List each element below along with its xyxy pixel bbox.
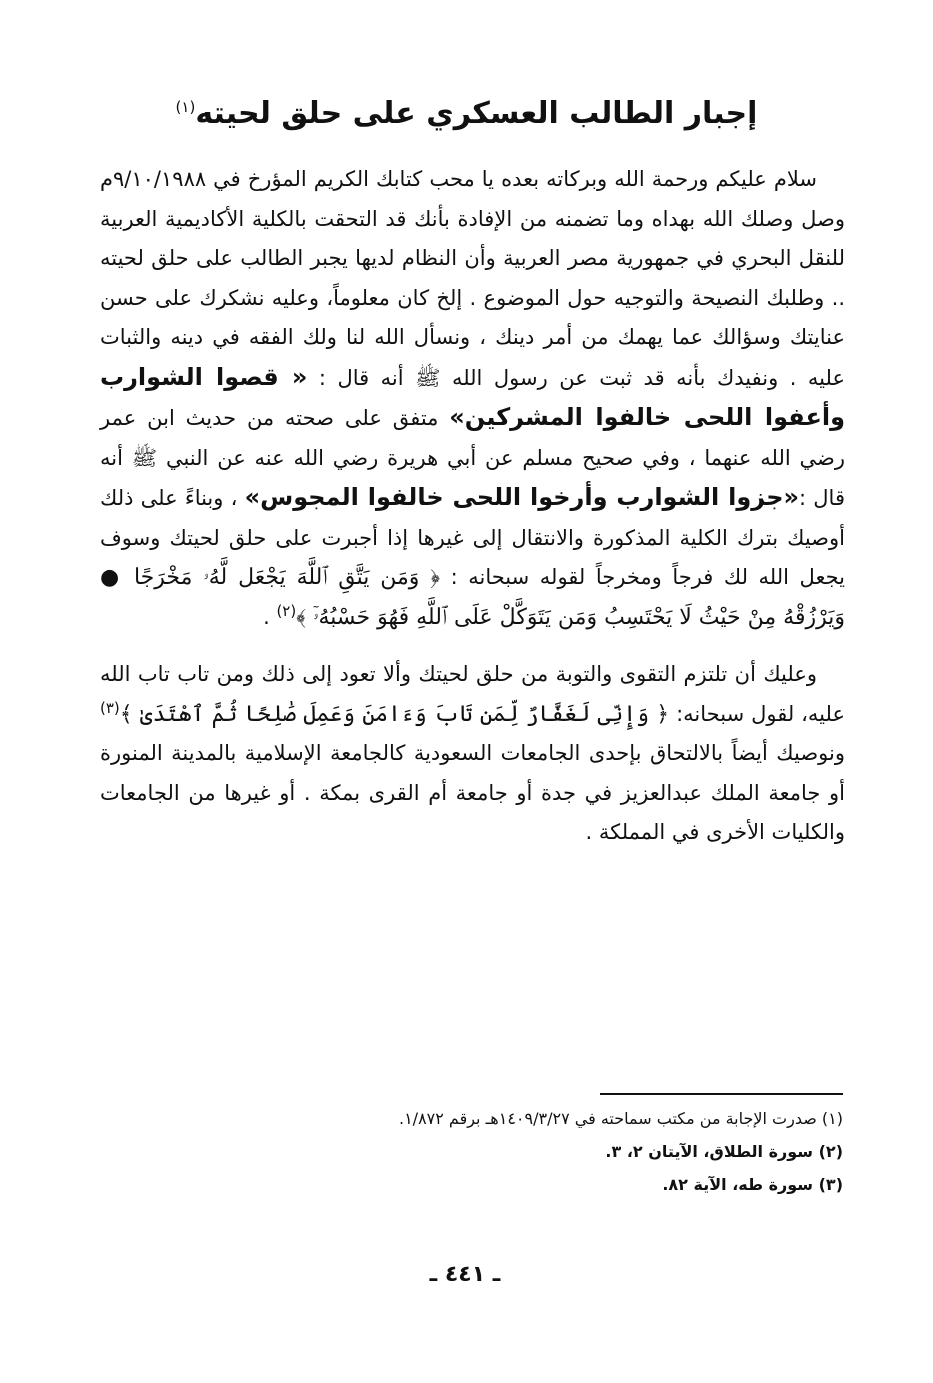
paragraph-1-part-1: سلام عليكم ورحمة الله وبركاته بعده يا محب كتابك الكريم المؤرخ في ٩/١٠/١٩٨٨م وصل وصلك الله بهداه وما تضمنه من الإفادة بأنك قد التحقت بالكلية الأكاديمية العربية للنقل البحري في جمهورية مصر العربية وأن النظام لديها يجبر الطالب على حلق لحيته .. وطلبك النصيحة والتوجيه حول الموضوع . إلخ كان معلوماً، وعليه نشكرك على حسن عنايتك وسؤالك عما يهمك من أمر دينك ، ونسأل الله لنا ولك الفقه في دينه والثبات عليه . ونفيدك بأنه قد ثبت عن رسول الله ﷺ أنه قال : xyxy=(100,167,845,390)
hadith-quote-1: « قصوا الشوارب وأعفوا اللحى خالفوا المشركين» xyxy=(100,362,845,431)
hadith-quote-2: «جزوا الشوارب وأرخوا اللحى خالفوا المجوس» xyxy=(244,483,800,511)
paragraph-2-part-1: وعليك أن تلتزم التقوى والتوبة من حلق لحيتك وألا تعود إلى ذلك ومن تاب تاب الله عليه، لقول سبحانه: xyxy=(100,662,845,726)
quran-verse-2-ref: (٣) xyxy=(100,698,120,717)
paragraph-2-part-2: ونوصيك أيضاً بالالتحاق بإحدى الجامعات السعودية كالجامعة الإسلامية بالمدينة المنورة أو جامعة الملك عبدالعزيز في جدة أو جامعة أم القرى بمكة . أو غيرها من الجامعات والكليات الأخرى في المملكة . xyxy=(100,741,845,844)
footnote-3: (٣) سورة طه، الآية ٨٢. xyxy=(662,1175,843,1194)
footnotes xyxy=(100,1102,843,1201)
footnote-1: (١) صدرت الإجابة من مكتب سماحته في ١٤٠٩/٣/٢٧هـ برقم ١/٨٧٢. xyxy=(398,1109,843,1128)
quran-verse-1: ﴿ وَمَن يَتَّقِ ٱللَّهَ يَجْعَل لَّهُۥ مَخْرَجًا ● وَيَرْزُقْهُ مِنْ حَيْثُ لَا يَحْتَسِبُ وَمَن يَتَوَكَّلْ عَلَى ٱللَّهِ فَهُوَ حَسْبُهُۥٓ ﴾ xyxy=(100,565,845,630)
page-number: ـ ٤٤١ ـ xyxy=(429,1262,501,1287)
footnote-2: (٢) سورة الطلاق، الآيتان ٢، ٣. xyxy=(605,1142,843,1161)
paragraph-1-part-2: متفق على صحته من حديث ابن عمر رضي الله عنهما ، وفي صحيح مسلم عن أبي هريرة رضي الله عنه عن النبي ﷺ أنه قال : xyxy=(100,406,845,510)
paragraph-1-end: . xyxy=(263,604,270,629)
paragraph-1 xyxy=(100,160,845,637)
paragraph-2 xyxy=(100,655,845,853)
footnote-separator xyxy=(600,1093,843,1095)
paragraph-1-part-3: ، وبناءً على ذلك أوصيك بترك الكلية المذكورة والانتقال إلى غيرها إذا أجبرت على حلق لحيتك وسوف يجعل الله لك فرجاً ومخرجاً لقوله سبحانه : xyxy=(100,486,845,589)
body-text xyxy=(100,160,845,853)
page-title xyxy=(100,92,833,136)
title-text: إجبار الطالب العسكري على حلق لحيته xyxy=(195,96,758,131)
quran-verse-1-ref: (٢) xyxy=(276,601,297,620)
title-footnote-ref: (١) xyxy=(175,98,196,116)
quran-verse-2: ﴿ وَإِنِّى لَغَفَّارٌ لِّمَن تَابَ وَءَامَنَ وَعَمِلَ صَٰلِحًا ثُمَّ ٱهْتَدَىٰ ﴾ xyxy=(119,701,670,727)
